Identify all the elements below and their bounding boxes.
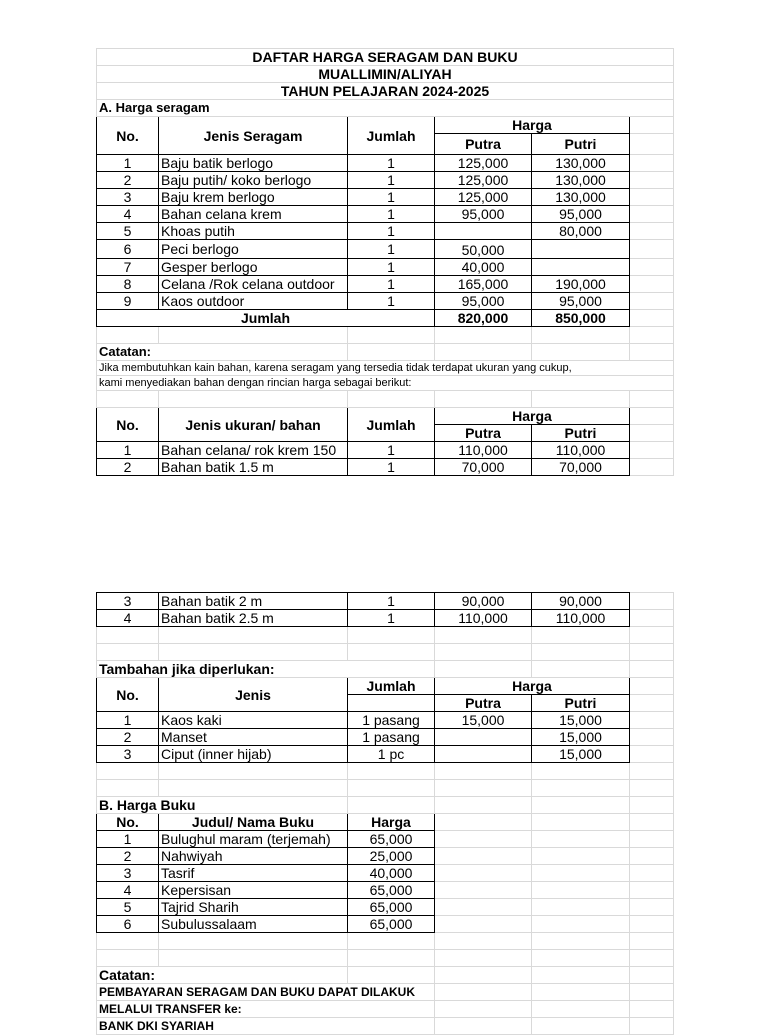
cell-putra: 125,000 bbox=[435, 189, 532, 206]
table-row bbox=[97, 593, 674, 610]
cell-jumlah: 1 bbox=[348, 172, 435, 189]
buku-header-harga: Harga bbox=[348, 814, 435, 831]
cell-jumlah: 1 pasang bbox=[348, 712, 435, 729]
cell-jumlah: 1 bbox=[348, 155, 435, 172]
table-row bbox=[97, 848, 674, 865]
col-header-jumlah: Jumlah bbox=[348, 117, 435, 155]
tambahan-header-putri: Putri bbox=[532, 695, 630, 712]
table-row bbox=[97, 746, 674, 763]
table-row bbox=[97, 865, 674, 882]
table-row bbox=[97, 916, 674, 933]
cell-putri: 90,000 bbox=[532, 593, 630, 610]
cell-putra: 95,000 bbox=[435, 293, 532, 310]
cell-jenis: Celana /Rok celana outdoor bbox=[159, 276, 348, 293]
cell-jumlah: 1 bbox=[348, 459, 435, 476]
cell-judul: Kepersisan bbox=[159, 882, 348, 899]
cell-putra: 125,000 bbox=[435, 172, 532, 189]
cell-jenis: Manset bbox=[159, 729, 348, 746]
cell-putra: 125,000 bbox=[435, 155, 532, 172]
cell-no: 3 bbox=[97, 865, 159, 882]
cell-jumlah: 1 bbox=[348, 240, 435, 259]
total-row bbox=[97, 310, 674, 327]
cell-jenis: Baju krem berlogo bbox=[159, 189, 348, 206]
cell-putra: 95,000 bbox=[435, 206, 532, 223]
tambahan-header-jumlah: Jumlah bbox=[348, 678, 435, 695]
cell-no: 5 bbox=[97, 899, 159, 916]
table-row bbox=[97, 223, 674, 240]
cell-putra bbox=[435, 729, 532, 746]
total-label: Jumlah bbox=[97, 310, 435, 327]
table-row bbox=[97, 610, 674, 627]
cell-jumlah: 1 bbox=[348, 293, 435, 310]
cell-jumlah: 1 bbox=[348, 206, 435, 223]
table-row bbox=[97, 712, 674, 729]
cell-putri: 110,000 bbox=[532, 442, 630, 459]
cell-putra: 15,000 bbox=[435, 712, 532, 729]
table-row bbox=[97, 442, 674, 459]
cell-no: 1 bbox=[97, 155, 159, 172]
catatan-line-2: kami menyediakan bahan dengan rincian harga sebagai berikut: bbox=[97, 376, 674, 391]
cell-no: 4 bbox=[97, 882, 159, 899]
catatan-label: Catatan: bbox=[97, 344, 348, 361]
cell-no: 1 bbox=[97, 831, 159, 848]
cell-no: 2 bbox=[97, 459, 159, 476]
cell-jenis: Khoas putih bbox=[159, 223, 348, 240]
table-row bbox=[97, 172, 674, 189]
cell-jumlah: 1 bbox=[348, 610, 435, 627]
table-row bbox=[97, 293, 674, 310]
bahan-header-harga: Harga bbox=[435, 408, 630, 425]
cell-jenis: Ciput (inner hijab) bbox=[159, 746, 348, 763]
cell-putra: 165,000 bbox=[435, 276, 532, 293]
cell-jenis: Bahan batik 2.5 m bbox=[159, 610, 348, 627]
section-a-title: A. Harga seragam bbox=[97, 100, 674, 117]
col-header-putri: Putri bbox=[532, 134, 630, 155]
cell-jenis: Baju putih/ koko berlogo bbox=[159, 172, 348, 189]
cell-judul: Tasrif bbox=[159, 865, 348, 882]
table-row bbox=[97, 206, 674, 223]
col-header-harga: Harga bbox=[435, 117, 630, 134]
cell-putra: 110,000 bbox=[435, 442, 532, 459]
cell-jenis: Bahan celana/ rok krem 150 bbox=[159, 442, 348, 459]
col-header-jenis: Jenis Seragam bbox=[159, 117, 348, 155]
table-row bbox=[97, 459, 674, 476]
tambahan-header-putra: Putra bbox=[435, 695, 532, 712]
cell-jenis: Baju batik berlogo bbox=[159, 155, 348, 172]
bahan-header-jumlah: Jumlah bbox=[348, 408, 435, 442]
cell-jumlah: 1 bbox=[348, 259, 435, 276]
catatan2-line-1: PEMBAYARAN SERAGAM DAN BUKU DAPAT DILAKUK bbox=[97, 984, 435, 1001]
bahan-header-putra: Putra bbox=[435, 425, 532, 442]
total-putri: 850,000 bbox=[532, 310, 630, 327]
cell-putra: 110,000 bbox=[435, 610, 532, 627]
cell-jenis: Bahan batik 1.5 m bbox=[159, 459, 348, 476]
cell-jenis: Kaos kaki bbox=[159, 712, 348, 729]
cell-no: 2 bbox=[97, 172, 159, 189]
cell-putri: 130,000 bbox=[532, 189, 630, 206]
catatan2-label: Catatan: bbox=[97, 967, 348, 984]
cell-putri: 15,000 bbox=[532, 729, 630, 746]
total-putra: 820,000 bbox=[435, 310, 532, 327]
cell-no: 8 bbox=[97, 276, 159, 293]
table-row bbox=[97, 882, 674, 899]
buku-header-no: No. bbox=[97, 814, 159, 831]
col-header-no: No. bbox=[97, 117, 159, 155]
cell-no: 1 bbox=[97, 712, 159, 729]
cell-putri: 130,000 bbox=[532, 155, 630, 172]
cell-jumlah: 1 bbox=[348, 442, 435, 459]
cell-putra: 70,000 bbox=[435, 459, 532, 476]
buku-header-judul: Judul/ Nama Buku bbox=[159, 814, 348, 831]
cell-putri: 130,000 bbox=[532, 172, 630, 189]
catatan2-line-2: MELALUI TRANSFER ke: bbox=[97, 1001, 435, 1018]
section-b-title: B. Harga Buku bbox=[97, 797, 348, 814]
cell-putri bbox=[532, 259, 630, 276]
tambahan-header-no: No. bbox=[97, 678, 159, 712]
cell-harga: 40,000 bbox=[348, 865, 435, 882]
cell-jenis: Gesper berlogo bbox=[159, 259, 348, 276]
bahan-header-putri: Putri bbox=[532, 425, 630, 442]
bahan-header-jenis: Jenis ukuran/ bahan bbox=[159, 408, 348, 442]
cell-no: 6 bbox=[97, 240, 159, 259]
cell-harga: 65,000 bbox=[348, 899, 435, 916]
cell-jenis: Peci berlogo bbox=[159, 240, 348, 259]
uniform-price-sheet-continued bbox=[96, 592, 674, 1035]
cell-no: 7 bbox=[97, 259, 159, 276]
cell-jenis: Kaos outdoor bbox=[159, 293, 348, 310]
cell-harga: 65,000 bbox=[348, 831, 435, 848]
cell-jumlah: 1 pasang bbox=[348, 729, 435, 746]
cell-judul: Subulussalaam bbox=[159, 916, 348, 933]
cell-harga: 65,000 bbox=[348, 882, 435, 899]
cell-judul: Nahwiyah bbox=[159, 848, 348, 865]
table-row bbox=[97, 189, 674, 206]
tambahan-title: Tambahan jika diperlukan: bbox=[97, 661, 435, 678]
cell-putri: 95,000 bbox=[532, 293, 630, 310]
cell-no: 3 bbox=[97, 593, 159, 610]
catatan-line-1: Jika membutuhkan kain bahan, karena seragam yang tersedia tidak terdapat ukuran yang cukup, bbox=[97, 361, 674, 376]
cell-putra bbox=[435, 223, 532, 240]
cell-no: 2 bbox=[97, 729, 159, 746]
tambahan-header-jenis: Jenis bbox=[159, 678, 348, 712]
cell-no: 5 bbox=[97, 223, 159, 240]
table-row bbox=[97, 276, 674, 293]
cell-jumlah: 1 bbox=[348, 593, 435, 610]
cell-no: 3 bbox=[97, 746, 159, 763]
cell-putri: 15,000 bbox=[532, 712, 630, 729]
cell-putri: 80,000 bbox=[532, 223, 630, 240]
catatan2-line-3: BANK DKI SYARIAH bbox=[97, 1018, 435, 1035]
col-header-putra: Putra bbox=[435, 134, 532, 155]
cell-putra: 50,000 bbox=[435, 240, 532, 259]
cell-no: 4 bbox=[97, 610, 159, 627]
uniform-price-sheet bbox=[96, 48, 674, 476]
title-line-3: TAHUN PELAJARAN 2024-2025 bbox=[97, 83, 674, 100]
cell-no: 6 bbox=[97, 916, 159, 933]
cell-putri: 15,000 bbox=[532, 746, 630, 763]
table-row bbox=[97, 259, 674, 276]
tambahan-header-harga: Harga bbox=[435, 678, 630, 695]
table-row bbox=[97, 831, 674, 848]
table-row bbox=[97, 899, 674, 916]
cell-jumlah: 1 bbox=[348, 189, 435, 206]
cell-jenis: Bahan celana krem bbox=[159, 206, 348, 223]
table-row bbox=[97, 240, 674, 259]
cell-harga: 65,000 bbox=[348, 916, 435, 933]
title-line-1: DAFTAR HARGA SERAGAM DAN BUKU bbox=[97, 49, 674, 66]
title-line-2: MUALLIMIN/ALIYAH bbox=[97, 66, 674, 83]
cell-judul: Bulughul maram (terjemah) bbox=[159, 831, 348, 848]
cell-putri bbox=[532, 240, 630, 259]
cell-jumlah: 1 pc bbox=[348, 746, 435, 763]
cell-no: 2 bbox=[97, 848, 159, 865]
cell-putri: 70,000 bbox=[532, 459, 630, 476]
cell-putri: 190,000 bbox=[532, 276, 630, 293]
cell-jumlah: 1 bbox=[348, 276, 435, 293]
cell-putri: 110,000 bbox=[532, 610, 630, 627]
cell-no: 4 bbox=[97, 206, 159, 223]
cell-no: 9 bbox=[97, 293, 159, 310]
bahan-header-no: No. bbox=[97, 408, 159, 442]
cell-harga: 25,000 bbox=[348, 848, 435, 865]
cell-jenis: Bahan batik 2 m bbox=[159, 593, 348, 610]
cell-putri: 95,000 bbox=[532, 206, 630, 223]
cell-putra bbox=[435, 746, 532, 763]
cell-putra: 40,000 bbox=[435, 259, 532, 276]
cell-no: 1 bbox=[97, 442, 159, 459]
cell-jumlah: 1 bbox=[348, 223, 435, 240]
table-row bbox=[97, 729, 674, 746]
cell-no: 3 bbox=[97, 189, 159, 206]
cell-putra: 90,000 bbox=[435, 593, 532, 610]
cell-judul: Tajrid Sharih bbox=[159, 899, 348, 916]
table-row bbox=[97, 155, 674, 172]
